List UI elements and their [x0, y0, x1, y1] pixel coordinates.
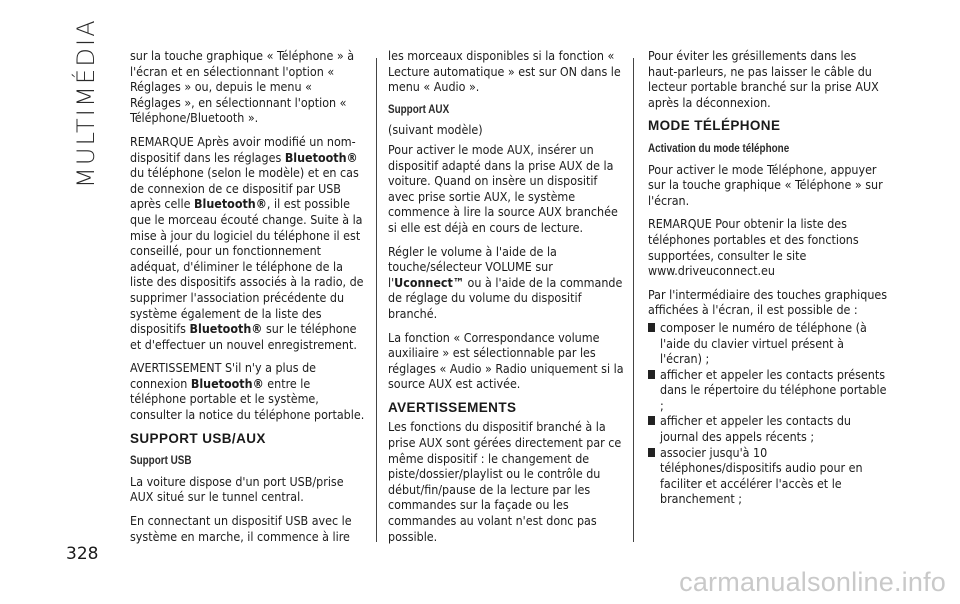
subsection-heading: Activation du mode téléphone	[648, 142, 790, 155]
paragraph: La voiture dispose d'un port USB/prise AUX situé sur le tunnel central.	[130, 473, 344, 505]
paragraph: Pour activer le mode AUX, insérer un dispositif adapté dans la prise AUX de la voiture. Quand on insère un dispositif avec prise sortie AUX, le système commence à lire la source AUX branchée si elle est déjà en cours de lecture.	[388, 141, 618, 235]
column-3	[648, 48, 888, 507]
paragraph: Pour éviter les grésillements dans les haut-parleurs, ne pas laisser le câble du lecteur portable branché sur la prise AUX après la déconnexion.	[648, 48, 879, 110]
list-item: afficher et appeler les contacts du journal des appels récents ;	[648, 413, 888, 444]
square-bullet-icon	[648, 323, 655, 332]
section-heading: MODE TÉLÉPHONE	[648, 118, 781, 134]
column-divider-2	[633, 58, 634, 542]
page-number: 328	[66, 544, 99, 564]
list-item: composer le numéro de téléphone (à l'aide du clavier virtuel présent à l'écran) ;	[648, 320, 888, 367]
paragraph: Les fonctions du dispositif branché à la prise AUX sont gérées directement par ce même dispositif : le changement de piste/dossier/playlist ou le contrôle du début/fin/pause de la lecture par les commandes sur la façade ou les commandes au volant n'est donc pas possible.	[388, 419, 622, 544]
paragraph: Par l'intermédiaire des touches graphiques affichées à l'écran, il est possible de :	[648, 286, 888, 318]
section-heading: AVERTISSEMENTS	[388, 399, 517, 415]
column-divider-1	[376, 58, 377, 542]
square-bullet-icon	[648, 416, 655, 425]
square-bullet-icon	[648, 448, 655, 457]
watermark-link[interactable]: carmanualsonline.info	[679, 567, 946, 597]
paragraph: REMARQUE Pour obtenir la liste des téléphones portables et des fonctions supportées, consulter le site www.driveuconnect.eu	[648, 216, 859, 279]
paragraph: Pour activer le mode Téléphone, appuyer sur la touche graphique « Téléphone » sur l'écran.	[648, 161, 883, 208]
subsection-heading: Support USB	[130, 455, 192, 468]
paragraph-avertissement: AVERTISSEMENT S'il n'y a plus de connexion Bluetooth® entre le téléphone portable et le système, consulter la notice du téléphone portable.	[130, 360, 365, 423]
paragraph-remarque: REMARQUE Après avoir modifié un nom- dispositif dans les réglages Bluetooth® du téléphone (selon le modèle) et en cas de connexion de ce dispositif par USB après celle Bluetooth®, il est possible que le morceau écouté change. Suite à la mise à jour du logiciel du téléphone il est conseillé, pour un fonctionnement adéquat, d'éliminer le téléphone de la liste des dispositifs associés à la radio, de supprimer l'association précédente du système également de la liste des dispositifs Bluetooth® sur le téléphone et d'effectuer un nouvel enregistrement.	[130, 133, 364, 352]
list-item: associer jusqu'à 10 téléphones/dispositifs audio pour en faciliter et accélérer l'accès et le branchement ;	[648, 445, 888, 507]
list-item: afficher et appeler les contacts présents dans le répertoire du téléphone portable ;	[648, 367, 888, 414]
paragraph: En connectant un dispositif USB avec le système en marche, il commence à lire	[130, 513, 352, 544]
section-title-vertical: MULTIMÉDIA	[72, 18, 100, 188]
paragraph: La fonction « Correspondance volume auxiliaire » est sélectionnable par les réglages « Audio » Radio uniquement si la source AUX est activée.	[388, 329, 624, 392]
paragraph: (suivant modèle)	[388, 122, 483, 138]
square-bullet-icon	[648, 370, 655, 379]
section-heading: SUPPORT USB/AUX	[130, 430, 266, 446]
paragraph: sur la touche graphique « Téléphone » à l'écran et en sélectionnant l'option « Réglages » ou, depuis le menu « Réglages », en sélectionnant l'option « Téléphone/Bluetooth ».	[130, 48, 355, 126]
paragraph: les morceaux disponibles si la fonction « Lecture automatique » est sur ON dans le menu « Audio ».	[388, 48, 621, 95]
subsection-heading: Support AUX	[388, 103, 450, 116]
column-1	[130, 48, 366, 552]
paragraph: Régler le volume à l'aide de la touche/sélecteur VOLUME sur l'Uconnect™ ou à l'aide de la commande de réglage du volume du dispositif branché.	[388, 243, 623, 321]
column-2	[388, 48, 624, 552]
